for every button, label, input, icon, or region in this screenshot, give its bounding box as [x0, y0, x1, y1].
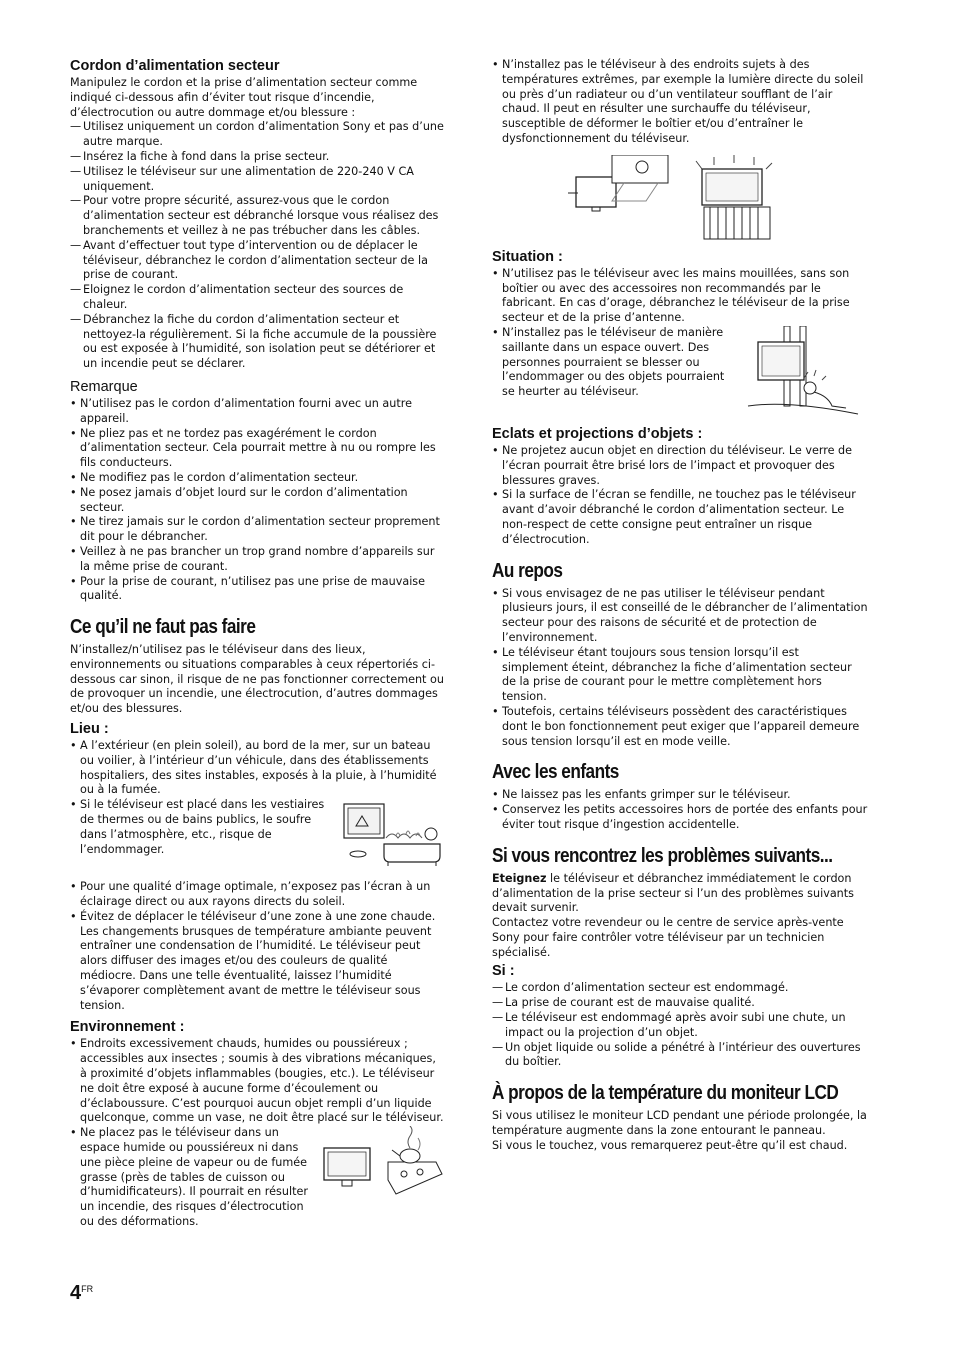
section-title-remarque: Remarque [70, 378, 138, 395]
cordon-intro: Manipulez le cordon et la prise d’alimentation secteur comme indiqué ci-dessous afin d’éviter tout risque d’incendie, d’électrocution ou autre dommage et/ou blessure : [70, 76, 418, 119]
list-item: • Ne tirez jamais sur le cordon d’alimentation secteur proprement dit pour le débrancher. [70, 515, 446, 545]
list-item: — Débranchez la fiche du cordon d’alimentation secteur et nettoyez-la régulièrement. Si la fiche accumule de la poussière ou est exposée à l’humidité, son isolation peut se détériorer et un incendie peut se déclarer. [70, 313, 446, 372]
list-item: — Utilisez le téléviseur sur une alimentation de 220-240 V CA uniquement. [70, 165, 446, 195]
list-item: — Pour votre propre sécurité, assurez-vous que le cordon d’alimentation secteur est débranché lorsque vous réalisez des branchements et veillez à ne pas trébucher dans les câbles. [70, 194, 446, 238]
list-item: — Un objet liquide ou solide a pénétré à l’intérieur des ouvertures du boîtier. [492, 1041, 868, 1071]
list-item: • Ne projetez aucun objet en direction du téléviseur. Le verre de l’écran pourrait être brisé lors de l’impact et provoquer des blessures graves. [492, 444, 868, 488]
ne-pas-faire-intro: N’installez/n’utilisez pas le téléviseur dans des lieux, environnements ou situations comparables à ceux répertoriés ci-dessous car sinon, il risque de ne pas fonctionner correctement ou de provoquer un incendie, une électrocution, d’autres dommages et/ou des blessures. [70, 643, 444, 716]
list-item: — Insérez la fiche à fond dans la prise secteur. [70, 150, 446, 165]
section-title-lieu: Lieu : [70, 721, 109, 738]
heading-problemes: Si vous rencontrez les problèmes suivants... [492, 844, 833, 867]
lieu-list [70, 739, 446, 1013]
problemes-lead: Eteignez le téléviseur et débranchez immédiatement le cordon d’alimentation de la prise secteur si l’un des problèmes suivants devait survenir. [492, 871, 854, 915]
list-item: • N’installez pas le téléviseur à des endroits sujets à des températures extrêmes, par exemple la lumière directe du soleil ou près d’un radiateur ou d’un ventilateur soufflant de l’air chaud. Il peut en résulter une surchauffe du téléviseur, susceptible de déformer le boîtier et/ou d’entraîner le dysfonctionnement du téléviseur. [492, 58, 868, 147]
page-number: $4^{FR}$ [70, 1282, 94, 1304]
list-item: • Ne laissez pas les enfants grimper sur le téléviseur. [492, 788, 868, 803]
remarque-list [70, 397, 446, 604]
problemes-contact: Contactez votre revendeur ou le centre de service après-vente Sony pour faire contrôler votre téléviseur par un technicien spécialisé. [492, 916, 844, 959]
list-item: • N’installez pas le téléviseur de manière saillante dans un espace ouvert. Des personnes pourraient se blesser ou l’endommager ou des objets pourraient se heurter au téléviseur. [492, 326, 868, 420]
kitchen-steam-tv-illustration [318, 1126, 446, 1200]
eclats-list [492, 444, 868, 548]
section-title-environnement: Environnement : [70, 1019, 185, 1036]
sun-radiator-illustration [564, 155, 868, 243]
lcd-line: Si vous le touchez, vous remarquerez peut-être qu’il est chaud. [492, 1138, 848, 1152]
list-item: • Toutefois, certains téléviseurs possèdent des caractéristiques dont le bon fonctionnement peut exiger que l’appareil demeure sous tension lorsqu’il est en mode veille. [492, 705, 868, 749]
list-item: • Le téléviseur étant toujours sous tension lorsqu’il est simplement éteint, débranchez la fiche d’alimentation secteur de la prise de courant pour le mettre complètement hors tension. [492, 646, 868, 705]
temperature-list [492, 58, 868, 147]
section-title-si: Si : [492, 963, 515, 980]
list-item: • N’utilisez pas le téléviseur avec les mains mouillées, sans son boîtier ou avec des accessoires non recommandés par le fabricant. En cas d’orage, débranchez le téléviseur de la prise secteur et de la prise d’antenne. [492, 267, 868, 326]
list-item: • Veillez à ne pas brancher un trop grand nombre d’appareils sur la même prise de courant. [70, 545, 446, 575]
list-item: — Avant d’effectuer tout type d’intervention ou de déplacer le téléviseur, débranchez le cordon d’alimentation secteur de la prise de courant. [70, 239, 446, 283]
page-lang: FR [81, 1284, 94, 1294]
list-item: • Ne pliez pas et ne tordez pas exagérément le cordon d’alimentation secteur. Cela pourrait mettre à nu ou rompre les fils conducteurs. [70, 427, 446, 471]
list-item: • N’utilisez pas le cordon d’alimentation fourni avec un autre appareil. [70, 397, 446, 427]
list-item: • Si vous envisagez de ne pas utiliser le téléviseur pendant plusieurs jours, il est conseillé de le débrancher de l’alimentation secteur pour des raisons de sécurité et de protection de l’environnement. [492, 587, 868, 646]
heading-au-repos: Au repos [492, 559, 563, 582]
bathhouse-tv-illustration [336, 798, 446, 868]
heading-enfants: Avec les enfants [492, 761, 619, 784]
heading-lcd: À propos de la température du moniteur LCD [492, 1082, 839, 1105]
list-item: • A l’extérieur (en plein soleil), au bord de la mer, sur un bateau ou voilier, à l’intérieur d’un véhicule, dans des établissements hospitaliers, des sites instables, exposés à la pluie, à l’humidité ou à la fumée. [70, 739, 446, 798]
list-item: — Utilisez uniquement un cordon d’alimentation Sony et pas d’une autre marque. [70, 120, 446, 150]
list-item: — La prise de courant est de mauvaise qualité. [492, 996, 868, 1011]
list-item: • Conservez les petits accessoires hors de portée des enfants pour éviter tout risque d’ingestion accidentelle. [492, 803, 868, 833]
list-item: — Le téléviseur est endommagé après avoir subi une chute, un impact ou la projection d’un objet. [492, 1011, 868, 1041]
situation-list [492, 267, 868, 420]
list-item: • Pour la prise de courant, n’utilisez pas une prise de mauvaise qualité. [70, 575, 446, 605]
list-item: • Ne modifiez pas le cordon d’alimentation secteur. [70, 471, 446, 486]
list-item: • Évitez de déplacer le téléviseur d’une zone à une zone chaude. Les changements brusques de température ambiante peuvent entraîner une condensation de l’humidité. Le téléviseur peut alors diffuser des images et/ou des couleurs de qualité médiocre. Dans une telle éventualité, laissez l’humidité s’évaporer complètement avant de mettre le téléviseur sous tension. [70, 910, 446, 1014]
list-item: • Pour une qualité d’image optimale, n’exposez pas l’écran à un éclairage direct ou aux rayons directs du soleil. [70, 880, 446, 910]
cordon-list [70, 120, 446, 372]
list-item: • Endroits excessivement chauds, humides ou poussiéreux ; accessibles aux insectes ; soumis à des vibrations mécaniques, à proximité d’objets inflammables (bougies, etc.). Le téléviseur ne doit être exposé à aucune forme d’écoulement ou d’éclaboussure. C’est pourquoi aucun objet rempli d’un liquide quelconque, comme un vase, ne doit être placé sur le téléviseur. [70, 1037, 446, 1126]
section-title-cordon: Cordon d’alimentation secteur [70, 58, 280, 74]
au-repos-list [492, 587, 868, 750]
left-column [70, 58, 446, 1230]
heading-ne-pas-faire: Ce qu’il ne faut pas faire [70, 616, 256, 639]
right-column [492, 58, 868, 1154]
list-item: • Si la surface de l’écran se fendille, ne touchez pas le téléviseur avant d’avoir débranché le cordon d’alimentation secteur. Le non-respect de cette consigne peut entraîner un risque d’électrocution. [492, 488, 868, 547]
list-item: — Eloignez le cordon d’alimentation secteur des sources de chaleur. [70, 283, 446, 313]
list-item: • Ne posez jamais d’objet lourd sur le cordon d’alimentation secteur. [70, 486, 446, 516]
list-item: — Le cordon d’alimentation secteur est endommagé. [492, 981, 868, 996]
list-item: • Ne placez pas le téléviseur dans un espace humide ou poussiéreux ni dans une pièce pleine de vapeur ou de fumée grasse (près de tables de cuisson ou d’humidificateurs). Il pourrait en résulter un incendie, des risques d’électrocution ou des déformations. [70, 1126, 446, 1230]
section-title-eclats: Eclats et projections d’objets : [492, 425, 703, 442]
si-list [492, 981, 868, 1070]
enfants-list [492, 788, 868, 832]
environnement-list [70, 1037, 446, 1229]
child-bump-tv-illustration [744, 326, 860, 418]
section-title-situation: Situation : [492, 248, 563, 265]
lcd-line: Si vous utilisez le moniteur LCD pendant une période prolongée, la température augmente dans la zone entourant le panneau. [492, 1109, 867, 1138]
list-item: • Si le téléviseur est placé dans les vestiaires de thermes ou de bains publics, le soufre dans l’atmosphère, etc., risque de l’endommager. [70, 798, 446, 880]
